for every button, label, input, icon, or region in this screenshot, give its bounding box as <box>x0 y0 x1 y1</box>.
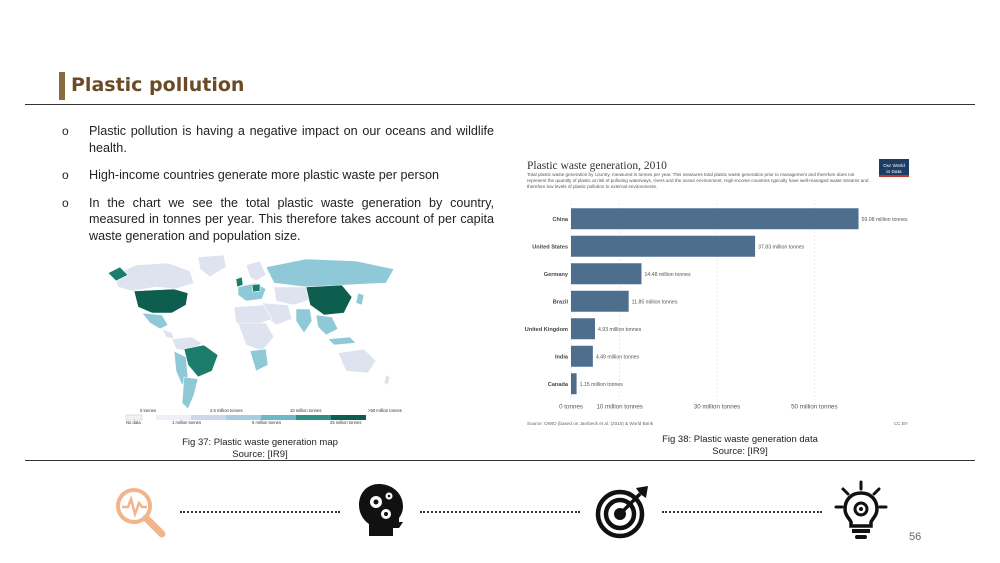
dotted-connector <box>662 511 822 513</box>
legend-top-2: 10 million tonnes <box>290 408 322 413</box>
dotted-connector <box>420 511 580 513</box>
owid-badge-line2: in Data <box>886 170 902 175</box>
bullet-item <box>62 167 494 184</box>
x-tick-label: 0 tonnes <box>559 403 583 411</box>
map-region-indonesia <box>328 337 356 345</box>
map-region-southern-africa <box>250 349 268 371</box>
target-icon <box>594 484 652 540</box>
owid-badge-line1: Our World <box>883 164 905 169</box>
map-caption-source: Source: [IR9] <box>232 449 288 460</box>
bullet-list <box>62 123 494 255</box>
chart-title: Plastic waste generation, 2010 <box>527 160 667 172</box>
map-region-brazil <box>184 345 218 377</box>
chart-caption-title: Fig 38: Plastic waste generation data <box>662 434 818 445</box>
map-region-usa <box>134 289 188 313</box>
chart-caption <box>650 434 830 458</box>
chart-bars <box>525 208 908 394</box>
map-region-central-america <box>162 329 174 339</box>
map-region-new-zealand <box>384 375 390 385</box>
chart-source: Source: OWID (based on Jambeck et al. (2015) & World Bank <box>527 421 654 426</box>
bar <box>571 291 629 312</box>
category-label: United Kingdom <box>524 326 568 333</box>
category-label: Brazil <box>552 299 568 306</box>
map-region-mexico <box>142 313 168 329</box>
bar-value-label: 4.93 million tonnes <box>597 326 642 333</box>
category-label: India <box>554 354 568 361</box>
head-gears-icon <box>357 482 407 538</box>
map-region-central-africa <box>238 323 274 351</box>
chart-license: CC BY <box>893 421 908 426</box>
bar-value-label: 11.85 million tonnes <box>631 299 678 306</box>
footer-divider <box>25 460 975 461</box>
bar-value-label: 14.48 million tonnes <box>644 271 691 278</box>
title-divider <box>25 104 975 105</box>
map-caption-title: Fig 37: Plastic waste generation map <box>182 437 338 448</box>
chart-subtitle: Total plastic waste generation by country, measured in tonnes per year. This measures total plastic waste generation prior to management and therefore does not represent the quantity of plastic at risk of polluting waterways, rivers and the ocean environment. High-income countries typically have well-managed waste streams and therefore low levels of plastic pollution to external environments. <box>527 172 869 189</box>
map-region-canada <box>114 263 194 291</box>
map-region-japan <box>356 293 364 305</box>
analysis-magnifier-icon <box>112 484 170 542</box>
legend-bottom-2: 5 million tonnes <box>252 420 282 425</box>
bar-value-label: 59.08 million tonnes <box>861 216 908 223</box>
legend-scale-5 <box>296 415 331 420</box>
map-region-china <box>306 285 352 315</box>
bar <box>571 263 641 284</box>
bullet-text: High-income countries generate more plastic waste per person <box>89 168 439 182</box>
plastic-waste-bar-chart <box>523 155 916 430</box>
page-number: 56 <box>909 531 922 543</box>
map-region-southeast-asia <box>316 315 338 335</box>
map-region-uk <box>236 277 243 287</box>
legend-top-0: 0 tonnes <box>140 408 157 413</box>
bullet-mark: o <box>62 195 69 210</box>
slide-title: Plastic pollution <box>71 74 245 96</box>
x-tick-label: 30 million tonnes <box>693 403 741 411</box>
map-region-germany <box>252 284 260 292</box>
legend-top-3: >50 million tonnes <box>368 408 402 413</box>
category-label: Canada <box>547 381 568 388</box>
bar-value-label: 1.15 million tonnes <box>579 381 623 388</box>
category-label: China <box>552 216 568 223</box>
legend-top-1: 2.5 million tonnes <box>210 408 243 413</box>
x-tick-label: 50 million tonnes <box>791 403 838 411</box>
bullet-text: Plastic pollution is having a negative impact on our oceans and wildlife health. <box>89 124 494 155</box>
legend-bottom-1: 1 million tonnes <box>172 420 202 425</box>
bullet-item <box>62 123 494 156</box>
bar <box>571 236 755 257</box>
map-region-argentina <box>182 377 198 409</box>
bar <box>571 346 593 367</box>
bar <box>571 373 577 394</box>
category-label: United States <box>532 244 568 251</box>
bar-value-label: 37.83 million tonnes <box>758 244 805 251</box>
owid-badge-underline <box>879 175 909 177</box>
map-caption <box>180 437 340 461</box>
title-accent-bar <box>59 72 65 100</box>
bar <box>571 318 595 339</box>
bar-value-label: 4.49 million tonnes <box>595 354 640 361</box>
bullet-mark: o <box>62 124 69 138</box>
x-tick-label: 10 million tonnes <box>596 403 643 411</box>
lightbulb-icon <box>834 480 888 542</box>
bullet-item <box>62 195 494 245</box>
legend-bottom-3: 25 million tonnes <box>330 420 362 425</box>
bar <box>571 208 859 229</box>
chart-caption-source: Source: [IR9] <box>712 446 768 457</box>
bullet-text: In the chart we see the total plastic waste generation by country, measured in tonnes per year. This therefore takes account of per capita waste generation and population size. <box>89 195 494 243</box>
map-region-australia <box>338 349 376 373</box>
category-label: Germany <box>543 271 568 278</box>
dotted-connector <box>180 511 340 513</box>
plastic-waste-world-map <box>106 253 406 425</box>
map-region-russia <box>266 259 394 287</box>
map-region-india <box>296 309 312 333</box>
legend-bottom-0: No data <box>126 420 141 425</box>
bullet-mark: o <box>62 168 69 182</box>
map-region-scandinavia <box>246 261 266 281</box>
map-region-greenland <box>198 255 226 277</box>
chart-x-axis <box>559 404 837 411</box>
